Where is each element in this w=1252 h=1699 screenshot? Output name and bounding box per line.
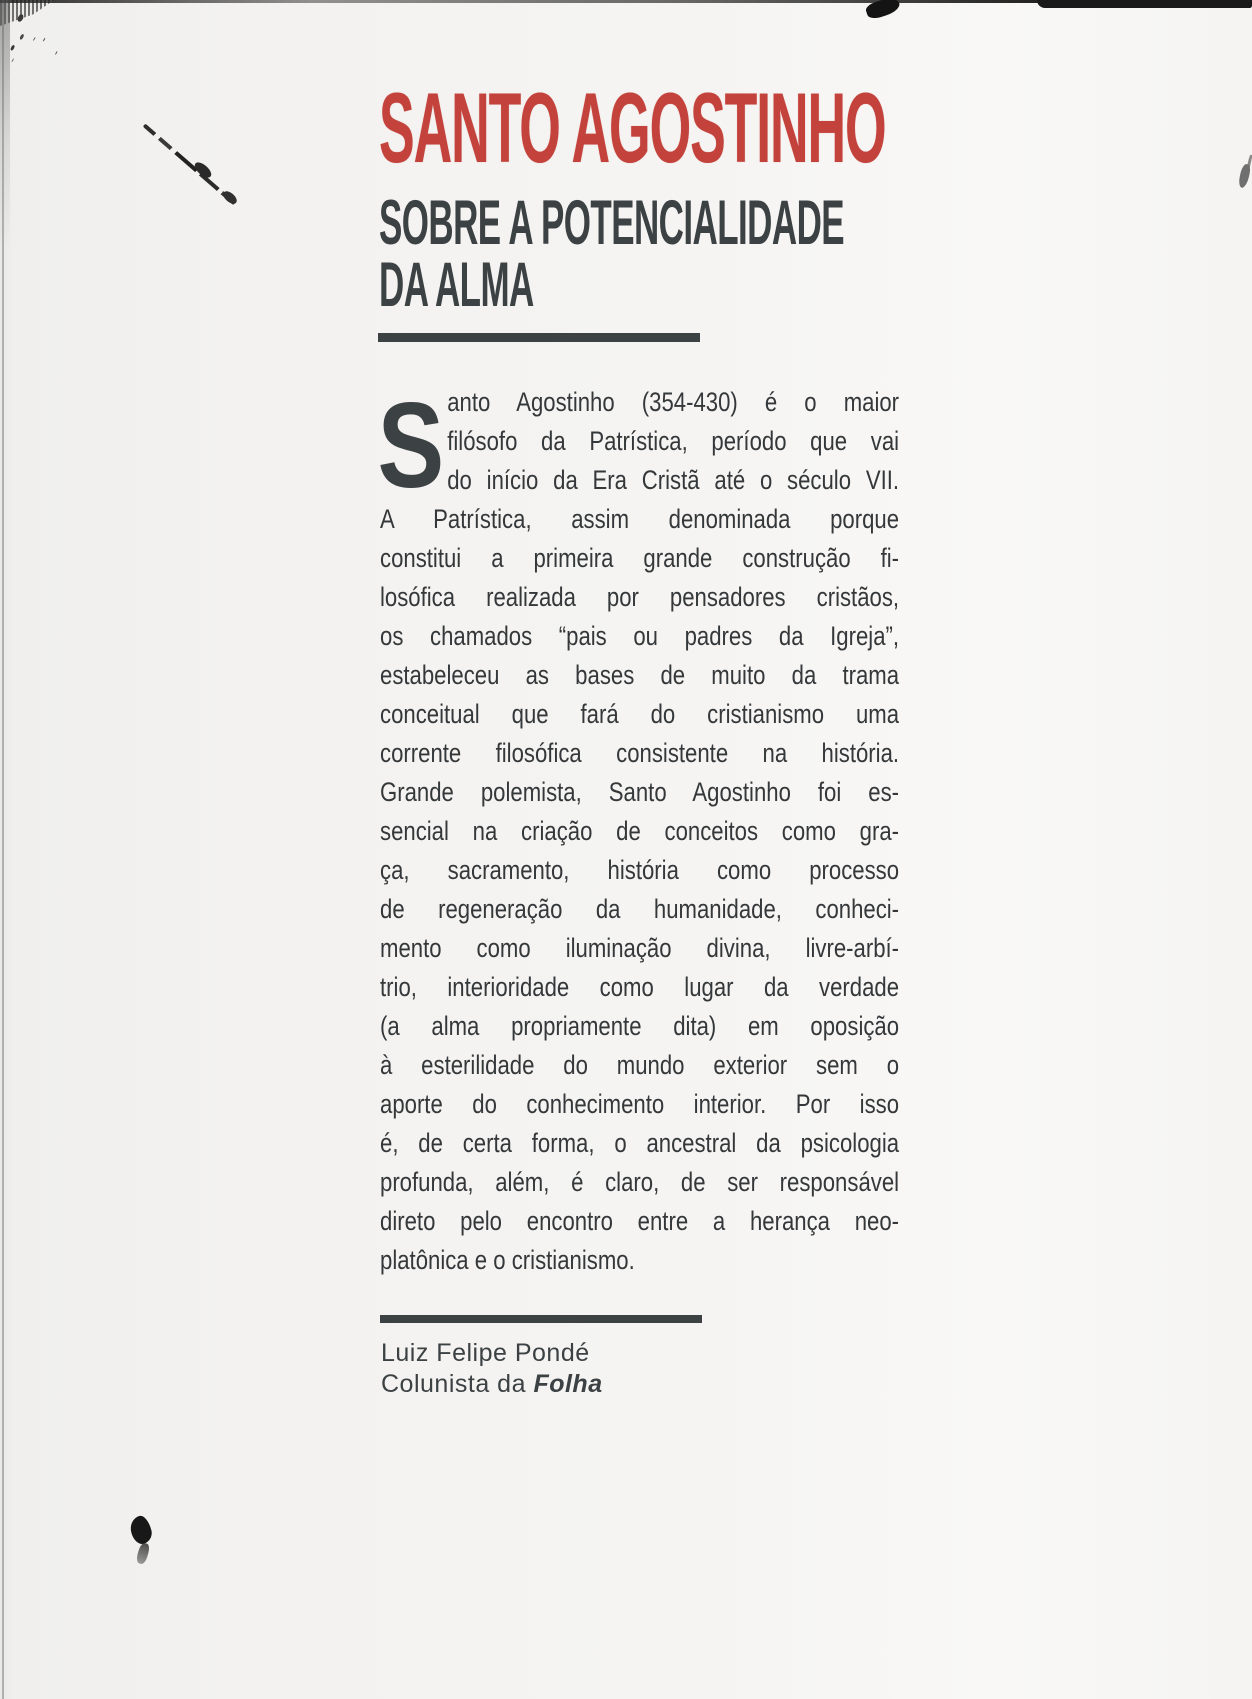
subtitle-line-2: DA ALMA: [379, 250, 534, 320]
drop-cap: S: [377, 377, 445, 513]
body-line: mento como iluminação divina, livre-arbí-: [380, 933, 900, 963]
top-divider: [378, 333, 700, 342]
publication-name: Folha: [533, 1370, 603, 1398]
body-line: losófica realizada por pensadores cristãos,: [380, 582, 900, 612]
body-line: é, de certa forma, o ancestral da psicologia: [380, 1128, 900, 1158]
body-line: Grande polemista, Santo Agostinho foi es-: [380, 777, 900, 807]
page-title: SANTO AGOSTINHO: [379, 72, 886, 183]
body-line: sencial na criação de conceitos como gra-: [380, 816, 900, 846]
body-line: (a alma propriamente dita) em oposição: [380, 1011, 900, 1041]
page-subtitle: [379, 188, 845, 320]
scan-artifact-right-speck: [1238, 163, 1252, 188]
body-line: os chamados “pais ou padres da Igreja”,: [380, 621, 900, 651]
body-line: platônica e o cristianismo.: [380, 1245, 635, 1275]
scan-artifact-scratch: [143, 123, 236, 205]
body-line: de regeneração da humanidade, conheci-: [380, 894, 900, 924]
scan-artifact-ink-blob: [128, 1514, 154, 1546]
subtitle-line-1: SOBRE A POTENCIALIDADE: [379, 188, 845, 258]
body-line: do início da Era Cristã até o século VII.: [447, 465, 900, 495]
body-line: estabeleceu as bases de muito da trama: [380, 660, 900, 690]
body-line: filósofo da Patrística, período que vai: [447, 426, 900, 456]
body-line: ça, sacramento, história como processo: [380, 855, 900, 885]
scan-artifact-left-smear: [0, 0, 10, 250]
body-line: à esterilidade do mundo exterior sem o: [380, 1050, 900, 1080]
body-line: corrente filosófica consistente na história.: [380, 738, 900, 768]
scan-artifact-left-edge-line: [2, 0, 4, 1699]
scan-artifact-top-edge-line: [0, 0, 1252, 3]
article-body: [377, 377, 900, 1280]
scan-artifact-scratch-blob: [192, 160, 214, 181]
bottom-divider: [380, 1315, 702, 1323]
scan-artifact-corner-grain: [0, 0, 54, 26]
author-role: Colunista da: [381, 1370, 526, 1398]
body-line: anto Agostinho (354-430) é o maior: [447, 387, 900, 417]
scan-artifact-top-right-bar: [1037, 0, 1252, 8]
body-line: aporte do conhecimento interior. Por isso: [380, 1089, 900, 1119]
body-line: direto pelo encontro entre a herança neo-: [380, 1206, 900, 1236]
scan-artifact-top-blob: [864, 0, 901, 21]
body-line: profunda, além, é claro, de ser responsável: [380, 1167, 900, 1197]
scan-artifact-scratch-blob: [221, 189, 239, 206]
author-name: Luiz Felipe Pondé: [381, 1339, 590, 1367]
body-line: trio, interioridade como lugar da verdade: [380, 972, 900, 1002]
scan-artifact-ink-tail: [135, 1542, 150, 1565]
author-role-line: [381, 1369, 603, 1400]
body-line: A Patrística, assim denominada porque: [380, 504, 900, 534]
author-credit: [381, 1338, 603, 1400]
body-line: constitui a primeira grande construção fi-: [380, 543, 900, 573]
scan-artifact-specks: [16, 13, 24, 22]
body-line: conceitual que fará do cristianismo uma: [380, 699, 900, 729]
